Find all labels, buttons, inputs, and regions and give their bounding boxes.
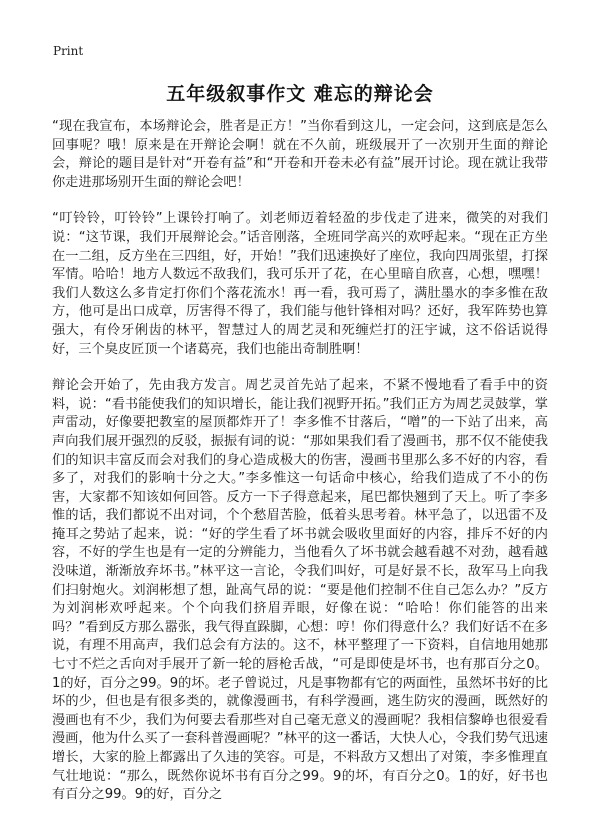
paragraph-class-start: “叮铃铃，叮铃铃”上课铃打响了。刘老师迈着轻盈的步伐走了进来，微笑的对我们说：“这节课，我们开展辩论会。”话音刚落，全班同学高兴的欢呼起来。“现在正方坐在一二组，反方坐在三四组，好，开始！”我们迅速换好了座位，我向四周张望，打探军情。哈哈！地方人数远不敌我们，我可乐开了花，在心里暗自欣喜，心想，嘿嘿！我们人数这么多肯定打你们个落花流水！再一看，我可焉了，满肚墨水的李多惟在敌方，他可是出口成章，厉害得不得了，我们能与他针锋相对吗？还好，我军阵势也算强大，有伶牙俐齿的林平，智慧过人的周艺灵和死缠烂打的汪宇诚，这不俗话说得好，三个臭皮匠顶一个诸葛亮，我们也能出奇制胜啊！	[52, 211, 548, 357]
print-link[interactable]: Print	[53, 44, 84, 58]
paragraph-debate: 辩论会开始了，先由我方发言。周艺灵首先站了起来，不紧不慢地看了看手中的资料，说：“看书能使我们的知识增长，能让我们视野开拓。”我们正方为周艺灵鼓掌，掌声雷动，好像要把教室的屋顶都炸开了！李多惟不甘落后，“噌”的一下站了出来，高声向我们展开强烈的反驳，振振有词的说：“那如果我们看了漫画书，那不仅不能使我们的知识丰富反而会对我们的身心造成极大的伤害，漫画书里那么多不好的内容，看多了，对我们的影响十分之大。”李多惟这一句话命中核心，给我们造成了不小的伤害，大家都不知该如何回答。反方一下子得意起来，尾巴都快翘到了天上。听了李多惟的话，我们都说不出对词，个个愁眉苦脸，低着头思考着。林平急了，以迅雷不及掩耳之势站了起来，说：“好的学生看了坏书就会吸收里面好的内容，排斥不好的内容，不好的学生也是有一定的分辨能力，当他看久了坏书就会越看越不对劲，越看越没味道，渐渐放弃坏书。”林平这一言论，令我们叫好，可是好景不长，敌军马上向我们扫射炮火。刘润彬想了想，趾高气昂的说：“要是他们控制不住自己怎么办？”反方为刘润彬欢呼起来。个个向我们挤眉弄眼，好像在说：“哈哈！你们能答的出来吗？”看到反方那么嚣张，我气得直跺脚，心想：哼！你们得意什么？我们好话不在多说，有理不用高声，我们总会有方法的。这不，林平整理了一下资料，自信地用她那七寸不烂之舌向对手展开了新一轮的唇枪舌战，“可是即使是坏书，也有那百分之0。1的好，百分之99。9的坏。老子曾说过，凡是事物都有它的两面性，虽然坏书好的比坏的少，但也是有很多类的，就像漫画书，有科学漫画，逃生防灾的漫画，既然好的漫画也有不少，我们为何要去看那些对自己毫无意义的漫画呢？我相信黎峥也很爱看漫画，他为什么买了一套科普漫画呢？”林平的这一番话，大快人心，令我们势气迅速增长，大家的脸上都露出了久违的笑容。可是，不料敌方又想出了对策，李多惟理直气壮地说：“那么，既然你说坏书有百分之99。9的坏，有百分之0。1的好，好书也有百分之99。9的好，百分之	[52, 378, 548, 803]
article-title: 五年级叙事作文 难忘的辩论会	[166, 83, 434, 105]
paragraph-intro: “现在我宣布，本场辩论会，胜者是正方！”当你看到这儿，一定会问，这到底是怎么回事呢？哦！原来是在开辩论会啊！就在不久前，班级展开了一次别开生面的辩论会，辩论的题目是针对“开卷有益”和“开卷和开卷未必有益”展开讨论。现在就让我带你走进那场别开生面的辩论会吧！	[52, 119, 548, 190]
article-body	[52, 118, 548, 823]
